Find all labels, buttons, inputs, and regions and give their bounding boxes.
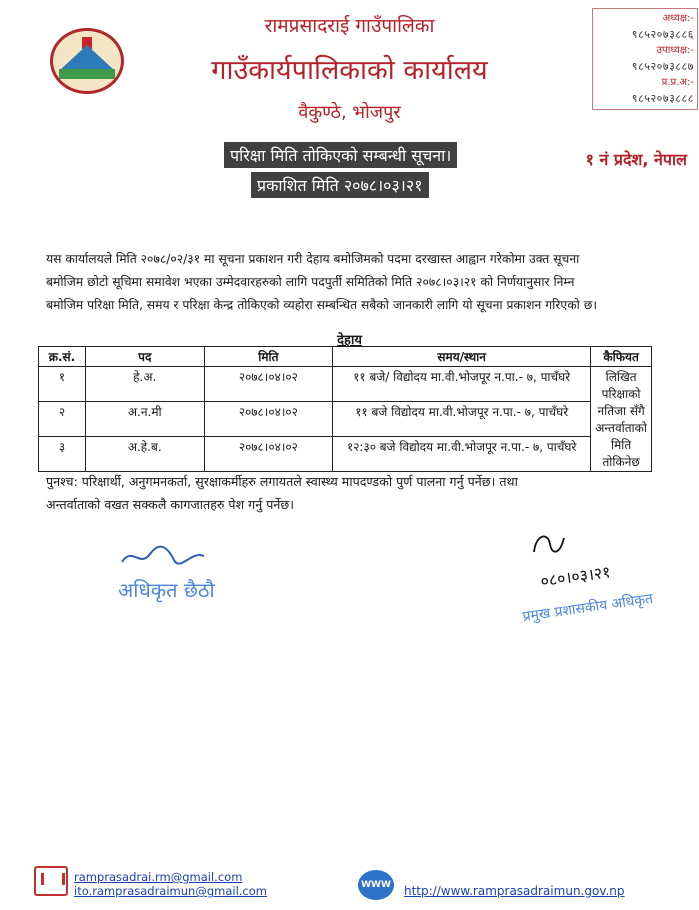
published-date: प्रकाशित मिति २०७८।०३।२१	[251, 172, 429, 198]
column-header-sn: क्र.सं.	[39, 347, 86, 367]
body-line-2: बमोजिम छोटो सूचिमा समावेश भएका उम्मेदवारहरुको लागि पदपुर्ती समितिको मिति २०७८।०३।२१ को निर्णयानुसार निम्न	[46, 275, 575, 289]
cell-place: १२:३० बजे विद्योदय मा.वी.भोजपूर न.पा.- ७, पाचँघरे	[333, 437, 591, 472]
website-link[interactable]: http://www.ramprasadraimun.gov.np	[404, 884, 625, 898]
cell-date: २०७८।०४।०२	[204, 367, 333, 402]
phone-label-chair: अध्यक्ष:-	[662, 13, 694, 24]
postscript	[46, 470, 658, 516]
contact-numbers-box	[592, 8, 698, 110]
body-line-3: बमोजिम परिक्षा मिति, समय र परिक्षा केन्द्र तोकिएको व्यहोरा सम्बन्धित सबैको जानकारी लागि यो सूचना प्रकाशन गरिएको छ।	[46, 298, 598, 312]
right-signature-date: ०८०।०३।२१	[539, 562, 612, 591]
cell-date: २०७८।०४।०२	[204, 437, 333, 472]
ps-line-2: अन्तर्वाताको वखत सक्कलै कागजातहरु पेश गर्नु पर्नेछ।	[46, 497, 294, 512]
right-signature-title: प्रमुख प्रशासकीय अधिकृत	[521, 590, 654, 626]
province-label: १ नं प्रदेश, नेपाल	[585, 150, 687, 169]
phone-label-cao: प्र.प्र.अ:-	[661, 77, 694, 88]
phone-number-cao: ९८५२०७३८८८	[631, 92, 694, 105]
cell-remark: लिखित परिक्षाको नतिजा सँगै अन्तर्वाताको मिति तोकिनेछ	[591, 367, 652, 472]
email-link-2[interactable]: ito.ramprasadraimun@gmail.com	[74, 884, 267, 898]
table-row	[39, 402, 652, 437]
email-link-1[interactable]: ramprasadrai.rm@gmail.com	[74, 870, 243, 884]
phone-number-vice-chair: ९८५२०७३८८७	[631, 60, 694, 73]
left-signature-block	[118, 542, 215, 603]
phone-label-vice-chair: उपाध्यक्ष:-	[656, 45, 694, 56]
cell-sn: ३	[39, 437, 86, 472]
right-signature-mark	[528, 528, 568, 558]
left-signature-name: अधिकृत छैठौ	[118, 578, 215, 602]
left-signature-mark	[118, 542, 208, 572]
notice-title: परिक्षा मिति तोकिएको सम्बन्धी सूचना।	[224, 142, 457, 168]
globe-icon: WWW	[358, 870, 394, 900]
cell-date: २०७८।०४।०२	[204, 402, 333, 437]
notice-body	[46, 248, 658, 317]
column-header-post: पद	[85, 347, 204, 367]
table-row	[39, 367, 652, 402]
table-header-row	[39, 347, 652, 367]
municipality-name: रामप्रसादराई गाउँपालिका	[264, 15, 435, 37]
cell-post: अ.हे.ब.	[85, 437, 204, 472]
cell-place: ११ बजे विद्योदय मा.वी.भोजपूर न.पा.- ७, पाचँघरे	[333, 402, 591, 437]
cell-sn: २	[39, 402, 86, 437]
cell-sn: १	[39, 367, 86, 402]
exam-schedule-table	[38, 346, 652, 472]
table-row	[39, 437, 652, 472]
dehay-heading: देहाय	[337, 333, 362, 348]
cell-post: अ.न.मी	[85, 402, 204, 437]
right-signature-block	[521, 528, 654, 626]
cell-place: ११ बजे/ विद्योदय मा.वी.भोजपूर न.पा.- ७, पाचँघरे	[333, 367, 591, 402]
ps-line-1: पुनश्च: परिक्षार्थी, अनुगमनकर्ता, सुरक्षाकर्मीहरु लगायतले स्वास्थ्य मापदण्डको पुर्ण पालना गर्नु पर्नेछ। तथा	[46, 474, 518, 489]
column-header-date: मिति	[204, 347, 333, 367]
mail-icon	[34, 866, 68, 896]
column-header-remark: कैफियत	[591, 347, 652, 367]
cell-post: हे.अ.	[85, 367, 204, 402]
phone-number-chair: ९८५२०७३८८६	[631, 28, 694, 41]
office-address: वैकुण्ठे, भोजपुर	[298, 102, 401, 123]
body-line-1: यस कार्यालयले मिति २०७८/०२/३१ मा सूचना प्रकाशन गरी देहाय बमोजिमको पदमा दरखास्त आह्वान गरेकोमा उक्त सूचना	[46, 252, 580, 266]
column-header-place: समय/स्थान	[333, 347, 591, 367]
office-title: गाउँकार्यपालिकाको कार्यालय	[211, 55, 488, 86]
